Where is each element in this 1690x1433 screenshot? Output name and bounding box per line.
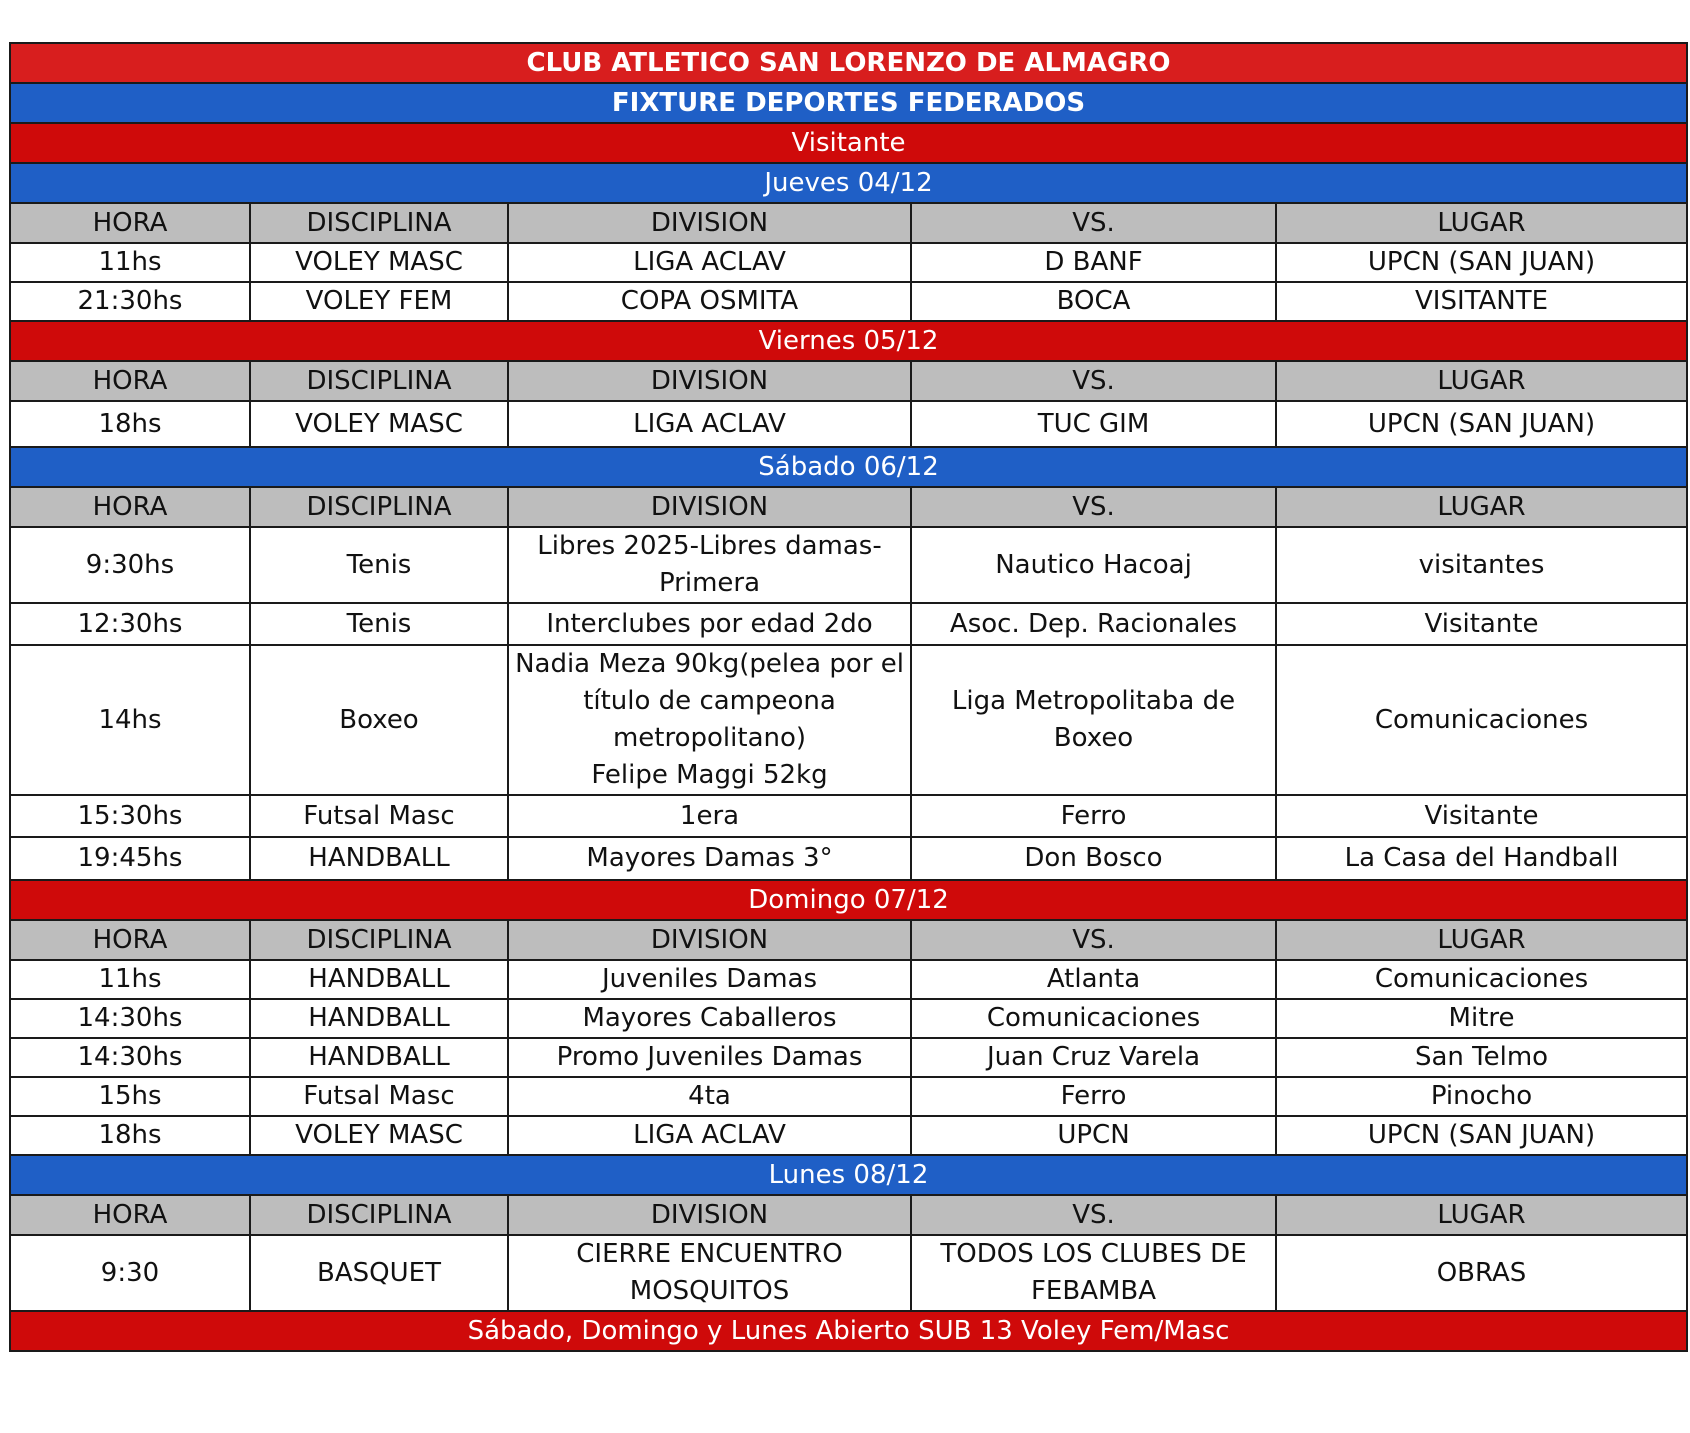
column-header: DIVISION (508, 1195, 911, 1235)
column-header: DIVISION (508, 487, 911, 527)
day-band (10, 321, 1687, 361)
column-header: HORA (10, 203, 250, 243)
day-label: Viernes 05/12 (10, 321, 1687, 361)
lugar-cell: VISITANTE (1276, 282, 1687, 321)
day-label: Jueves 04/12 (10, 163, 1687, 203)
division-cell: Juveniles Damas (508, 960, 911, 999)
table-row (10, 1077, 1687, 1116)
day-band (10, 163, 1687, 203)
day-label: Domingo 07/12 (10, 880, 1687, 920)
footer-row (10, 1311, 1687, 1351)
vs-cell: Atlanta (911, 960, 1276, 999)
column-header-row (10, 487, 1687, 527)
vs-cell: D BANF (911, 243, 1276, 282)
mode-label: Visitante (10, 123, 1687, 163)
club-title: CLUB ATLETICO SAN LORENZO DE ALMAGRO (10, 43, 1687, 83)
day-label: Lunes 08/12 (10, 1155, 1687, 1195)
table-row (10, 1235, 1687, 1311)
hora-cell: 21:30hs (10, 282, 250, 321)
table-row (10, 960, 1687, 999)
mode-row (10, 123, 1687, 163)
column-header: VS. (911, 203, 1276, 243)
lugar-cell: UPCN (SAN JUAN) (1276, 1116, 1687, 1155)
division-cell: Interclubes por edad 2do (508, 603, 911, 645)
lugar-cell: Mitre (1276, 999, 1687, 1038)
day-label: Sábado 06/12 (10, 447, 1687, 487)
column-header: DIVISION (508, 203, 911, 243)
table-row (10, 999, 1687, 1038)
division-cell: Mayores Caballeros (508, 999, 911, 1038)
disciplina-cell: Futsal Masc (250, 795, 508, 837)
disciplina-cell: VOLEY MASC (250, 1116, 508, 1155)
title-row (10, 43, 1687, 83)
disciplina-cell: HANDBALL (250, 999, 508, 1038)
disciplina-cell: HANDBALL (250, 960, 508, 999)
hora-cell: 14:30hs (10, 1038, 250, 1077)
table-row (10, 645, 1687, 795)
table-row (10, 527, 1687, 603)
column-header: VS. (911, 487, 1276, 527)
vs-cell: Ferro (911, 795, 1276, 837)
division-cell: LIGA ACLAV (508, 243, 911, 282)
division-cell: Mayores Damas 3° (508, 837, 911, 880)
column-header: DISCIPLINA (250, 920, 508, 960)
fixture-subtitle: FIXTURE DEPORTES FEDERADOS (10, 83, 1687, 123)
column-header: VS. (911, 920, 1276, 960)
column-header: HORA (10, 920, 250, 960)
column-header-row (10, 920, 1687, 960)
subtitle-row (10, 83, 1687, 123)
lugar-cell: UPCN (SAN JUAN) (1276, 243, 1687, 282)
disciplina-cell: Tenis (250, 527, 508, 603)
lugar-cell: Comunicaciones (1276, 960, 1687, 999)
disciplina-cell: VOLEY MASC (250, 401, 508, 447)
vs-cell: Nautico Hacoaj (911, 527, 1276, 603)
vs-cell: Ferro (911, 1077, 1276, 1116)
day-band (10, 880, 1687, 920)
division-cell: 1era (508, 795, 911, 837)
division-cell: LIGA ACLAV (508, 401, 911, 447)
division-cell: LIGA ACLAV (508, 1116, 911, 1155)
lugar-cell: OBRAS (1276, 1235, 1687, 1311)
table-row (10, 243, 1687, 282)
column-header: HORA (10, 361, 250, 401)
hora-cell: 12:30hs (10, 603, 250, 645)
disciplina-cell: Tenis (250, 603, 508, 645)
division-cell: Nadia Meza 90kg(pelea por el título de campeona metropolitano) Felipe Maggi 52kg (508, 645, 911, 795)
hora-cell: 9:30hs (10, 527, 250, 603)
hora-cell: 14hs (10, 645, 250, 795)
day-band (10, 1155, 1687, 1195)
vs-cell: BOCA (911, 282, 1276, 321)
column-header: LUGAR (1276, 361, 1687, 401)
table-row (10, 837, 1687, 880)
lugar-cell: UPCN (SAN JUAN) (1276, 401, 1687, 447)
vs-cell: Don Bosco (911, 837, 1276, 880)
column-header: DIVISION (508, 920, 911, 960)
column-header: VS. (911, 361, 1276, 401)
hora-cell: 18hs (10, 401, 250, 447)
hora-cell: 11hs (10, 243, 250, 282)
table-row (10, 282, 1687, 321)
column-header: DISCIPLINA (250, 1195, 508, 1235)
lugar-cell: Pinocho (1276, 1077, 1687, 1116)
column-header: DIVISION (508, 361, 911, 401)
lugar-cell: San Telmo (1276, 1038, 1687, 1077)
lugar-cell: Visitante (1276, 603, 1687, 645)
vs-cell: UPCN (911, 1116, 1276, 1155)
division-cell: Promo Juveniles Damas (508, 1038, 911, 1077)
hora-cell: 14:30hs (10, 999, 250, 1038)
day-band (10, 447, 1687, 487)
lugar-cell: Visitante (1276, 795, 1687, 837)
hora-cell: 15hs (10, 1077, 250, 1116)
vs-cell: Liga Metropolitaba de Boxeo (911, 645, 1276, 795)
lugar-cell: La Casa del Handball (1276, 837, 1687, 880)
fixture-table (9, 42, 1688, 1352)
vs-cell: Comunicaciones (911, 999, 1276, 1038)
column-header: HORA (10, 487, 250, 527)
hora-cell: 9:30 (10, 1235, 250, 1311)
column-header: LUGAR (1276, 487, 1687, 527)
table-row (10, 795, 1687, 837)
hora-cell: 15:30hs (10, 795, 250, 837)
division-cell: COPA OSMITA (508, 282, 911, 321)
vs-cell: Juan Cruz Varela (911, 1038, 1276, 1077)
table-row (10, 603, 1687, 645)
column-header: DISCIPLINA (250, 361, 508, 401)
vs-cell: Asoc. Dep. Racionales (911, 603, 1276, 645)
vs-cell: TODOS LOS CLUBES DE FEBAMBA (911, 1235, 1276, 1311)
lugar-cell: visitantes (1276, 527, 1687, 603)
column-header: VS. (911, 1195, 1276, 1235)
column-header: LUGAR (1276, 203, 1687, 243)
table-row (10, 401, 1687, 447)
disciplina-cell: VOLEY MASC (250, 243, 508, 282)
disciplina-cell: BASQUET (250, 1235, 508, 1311)
disciplina-cell: HANDBALL (250, 837, 508, 880)
disciplina-cell: Boxeo (250, 645, 508, 795)
column-header: HORA (10, 1195, 250, 1235)
division-cell: 4ta (508, 1077, 911, 1116)
column-header: LUGAR (1276, 1195, 1687, 1235)
lugar-cell: Comunicaciones (1276, 645, 1687, 795)
division-cell: CIERRE ENCUENTRO MOSQUITOS (508, 1235, 911, 1311)
column-header-row (10, 361, 1687, 401)
column-header: DISCIPLINA (250, 487, 508, 527)
disciplina-cell: HANDBALL (250, 1038, 508, 1077)
table-row (10, 1116, 1687, 1155)
column-header-row (10, 1195, 1687, 1235)
table-row (10, 1038, 1687, 1077)
column-header: DISCIPLINA (250, 203, 508, 243)
disciplina-cell: Futsal Masc (250, 1077, 508, 1116)
hora-cell: 11hs (10, 960, 250, 999)
division-cell: Libres 2025-Libres damas-Primera (508, 527, 911, 603)
hora-cell: 19:45hs (10, 837, 250, 880)
column-header-row (10, 203, 1687, 243)
disciplina-cell: VOLEY FEM (250, 282, 508, 321)
hora-cell: 18hs (10, 1116, 250, 1155)
vs-cell: TUC GIM (911, 401, 1276, 447)
column-header: LUGAR (1276, 920, 1687, 960)
footer-note: Sábado, Domingo y Lunes Abierto SUB 13 Voley Fem/Masc (10, 1311, 1687, 1351)
